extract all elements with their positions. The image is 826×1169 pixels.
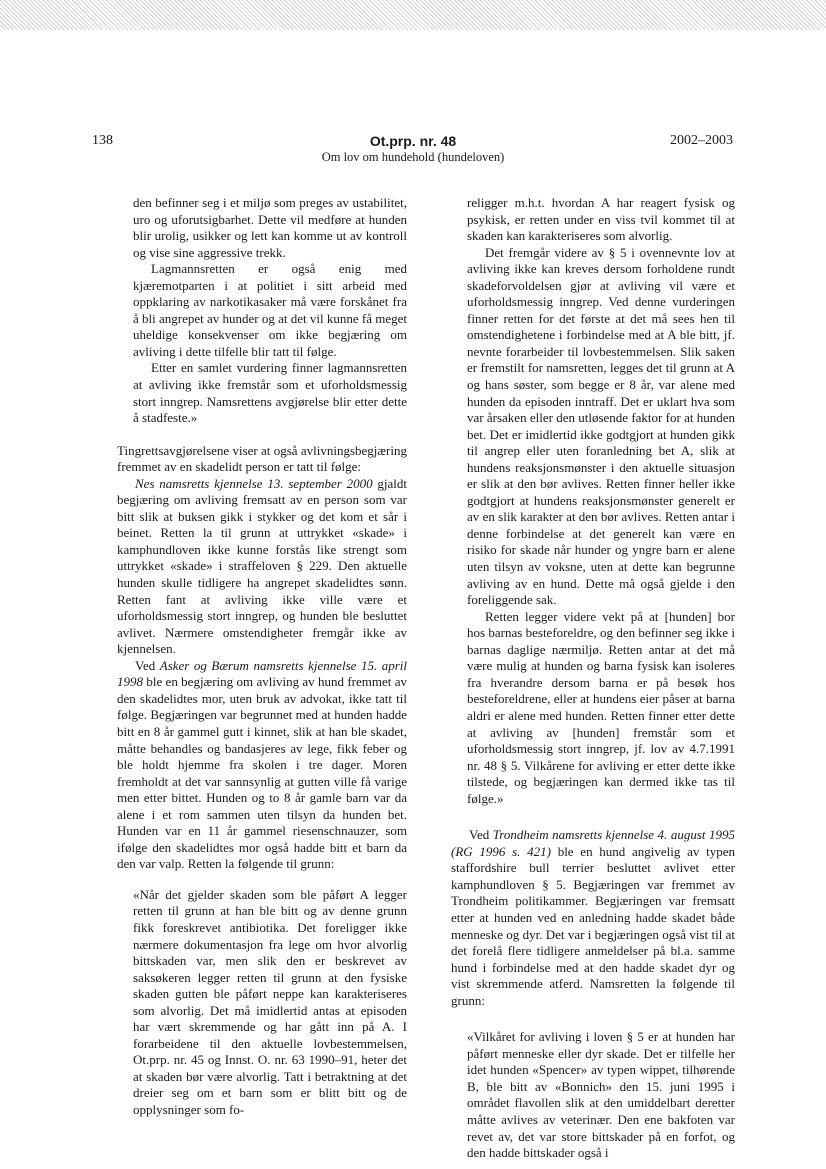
document-title: Ot.prp. nr. 48 (369, 133, 457, 149)
case-paragraph (451, 827, 735, 1009)
left-column (117, 195, 407, 1119)
quote-paragraph: Etter en samlet vurdering finner lagmannsretten at avliving ikke fremstår som et uforholdsmessig stort inngrep. Namsrettens avgjørelse blir etter dette å stadfeste.» (133, 360, 407, 426)
document-year: 2002–2003 (670, 133, 733, 148)
quote-paragraph: Lagmannsretten er også enig med kjæremotparten i at politiet i sitt arbeid med oppklaring av narkotikasaker må være forskånet fra å bli angrepet av hunder og at det vil kunne få meget uheldige konsekvenser om ikke begjæring om avliving i dette tilfelle blir tatt til følge. (133, 261, 407, 359)
quote-paragraph: religger m.h.t. hvordan A har reagert fysisk og psykisk, er retten under en viss tvil kommet til at skaden kan karakteriseres som alvorlig. (467, 195, 735, 244)
case-text: gjaldt begjæring om avliving fremsatt av en person som var bitt slik at buksen gikk i stykker og det kom et sår i beinet. Retten la til grunn at uttrykket «skade» i kamphundloven ikke kunne forstås like strengt som uttrykket «skade» i straffeloven § 229. Den aktuelle hunden skulle tidligere ha angrepet skadelidtes sønn. Retten fant at avliving ikke ville være et uforholdsmessig stort inngrep, og hunden ble besluttet avlivet. Nærmere omstendigheter fremgår ikke av kjennelsen. (117, 475, 407, 657)
case-paragraph (117, 658, 407, 873)
case-citation: Asker og Bærum namsretts kjennelse 15. april 1998 (117, 657, 408, 690)
quote-paragraph: den befinner seg i et miljø som preges av ustabilitet, uro og uforutsigbarhet. Dette vil medføre at hunden blir urolig, usikker og lett kan komme ut av kontroll og vise sine aggressive trekk. (133, 195, 407, 260)
case-lead: Ved (469, 827, 493, 843)
body-paragraph: Tingrettsavgjørelsene viser at også avlivningsbegjæring fremmet av en skadelidt person er tatt til følge: (117, 442, 407, 475)
scan-edge-artifact (0, 0, 826, 30)
case-paragraph (117, 476, 407, 658)
case-lead: Ved (135, 657, 160, 673)
quote-paragraph: Det fremgår videre av § 5 i ovennevnte lov at avliving ikke kan kreves dersom forholdene rundt skadeforvoldelsen gjør at avliving vil være et uforholdsmessig inngrep. Ved denne vurderingen finner retten for det første at det må sees hen til omstendighetene i forbindelse med at A ble bitt, jf. nevnte forarbeider til lovbestemmelsen. Slik saken er fremstilt for namsretten, legges det til grunn at A og hans søster, som begge er 8 år, var alene med hunden da episoden inntraff. Det er uklart hva som var årsaken eller den utløsende faktor for at hunden bet. Det er imidlertid ikke godtgjort at hunden gikk til angrep eller uten foranledning bet A, slik at hundens reaksjonsmønster i den aktuelle situasjon er slik at den bør avlives. Retten finner heller ikke godtgjort at hundens reaksjonsmønster generelt er av en slik karakter at den bør avlives. Retten antar i denne forbindelse at det generelt kan være en risiko for skade når hunder og yngre barn er alene uten tilsyn av voksne, uten at dette kan begrunne avliving av en hund. Dette må også gjelde i den foreliggende sak. (467, 244, 735, 608)
case-text: ble en hund angivelig av typen staffordshire bull terrier besluttet avlivet etter kamphundloven § 5. Begjæringen var fremmet av Trondheim politikammer. Begjæringen var fremsatt etter at hunden ved en anledning hadde skadet både menneske og dyr. Det var i begjæringen også vist til at det forelå flere tidligere anmeldelser på bl.a. samme hund i forbindelse med at den hadde skadet dyr og vist skremmende atferd. Namsretten la følgende til grunn: (451, 843, 735, 1008)
right-column (451, 195, 735, 1162)
quote-paragraph: Retten legger videre vekt på at [hunden] bor hos barnas besteforeldre, og den befinner seg ikke i barnas daglige nærmiljø. Retten antar at det må være mulig at hunden og barna fysisk kan isoleres fra hverandre dersom barna er på besøk hos besteforeldrene, eller at hundens eier påser at barna aldri er alene med hunden. Retten finner etter dette at avliving av [hunden] fremstår som et uforholdsmessig stort inngrep, jf. lov av 4.7.1991 nr. 48 § 5. Vilkårene for avliving er etter dette ikke tilstede, og begjæringen kan dermed ikke tas til følge.» (467, 608, 735, 806)
case-citation: Nes namsretts kjennelse 13. september 2000 (135, 475, 373, 491)
case-citation: Trondheim namsretts kjennelse 4. august 1995 (RG 1996 s. 421) (451, 827, 735, 859)
page-number: 138 (92, 133, 113, 148)
document-subtitle: Om lov om hundehold (hundeloven) (321, 150, 505, 164)
case-text: ble en begjæring om avliving av hund fremmet av den skadelidtes mor, uten bruk av advokat, ikke tatt til følge. Begjæringen var begrunnet med at hunden hadde bitt en 8 år gammel gutt i kinnet, slik at han ble skadet, måtte behandles og bandasjeres av lege, fikk feber og ble holdt hjemme fra skolen i tre dager. Moren fremholdt at det var sannsynlig at gutten ville få varige men etter bittet. Hunden og to 8 år gamle barn var da alene i et rom sammen uten tilsyn da hunden bet. Hunden var en 11 år gammel riesenschnauzer, som ifølge den skadelidtes mor også hadde bitt et barn da den var valp. Retten la følgende til grunn: (117, 674, 407, 872)
quote-paragraph: «Når det gjelder skaden som ble påført A legger retten til grunn at han ble bitt og av denne grunn fikk foreskrevet antibiotika. Det foreligger ikke nærmere dokumentasjon fra lege om hvor alvorlig bittskaden var, men slik den er beskrevet av saksøkeren legger retten til grunn at den fysiske skaden gutten ble påført neppe kan karakteriseres som alvorlig. Det må imidlertid antas at episoden har vært skremmende og har gått inn på A. I forarbeidene til den aktuelle lovbestemmelsen, Ot.prp. nr. 45 og Innst. O. nr. 63 1990–91, heter det at skaden bør være alvorlig. Tatt i betraktning at det dreier seg om et barn som er blitt bitt og de opplysninger som fo- (133, 886, 407, 1117)
quote-paragraph: «Vilkåret for avliving i loven § 5 er at hunden har påført menneske eller dyr skade. Det er tilfelle her idet hunden «Spencer» av typen wippet, tilhørende B, ble bitt av «Bonnich» den 15. juni 1995 i området flavollen slik at den umiddelbart deretter måtte avlives av veterinær. Den ene bakfoten var revet av, det var store bittskader på en forfot, og den hadde bittskader også i (467, 1029, 735, 1161)
